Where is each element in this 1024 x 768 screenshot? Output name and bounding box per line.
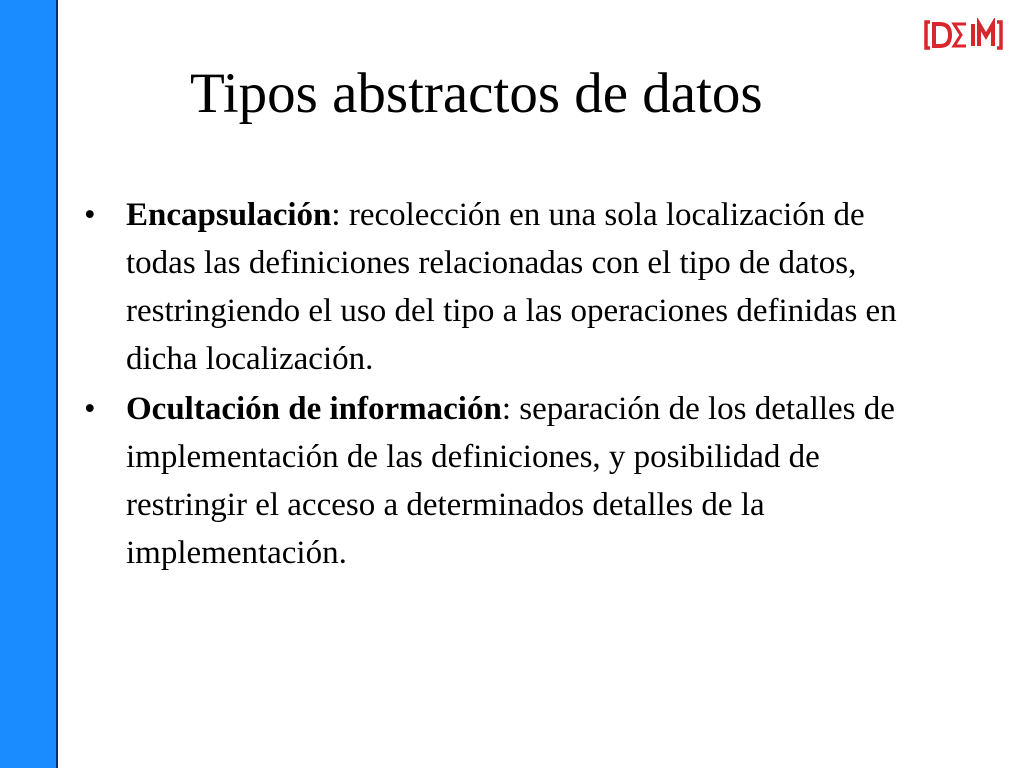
bullet-item-encapsulacion xyxy=(84,191,934,383)
dsim-logo xyxy=(924,18,1004,52)
side-accent-bar xyxy=(0,0,58,768)
bullet-list xyxy=(84,191,934,579)
bullet-icon: • xyxy=(84,391,96,427)
bullet-text: : recolección en una sola localización de todas las definiciones relacionadas con el tipo de datos, restringiendo el uso del tipo a las operaciones definidas en dicha localización. xyxy=(126,197,897,377)
slide-title: Tipos abstractos de datos xyxy=(190,62,763,125)
bullet-term: Encapsulación xyxy=(126,197,332,233)
bullet-text: : separación de los detalles de implementación de las definiciones, y posibilidad de restringir el acceso a determinados detalles de la implementación. xyxy=(126,391,895,571)
dsim-logo-graphic xyxy=(924,18,1004,52)
bullet-term: Ocultación de información xyxy=(126,391,502,427)
bullet-item-ocultacion xyxy=(84,385,934,577)
bullet-icon: • xyxy=(84,197,96,233)
